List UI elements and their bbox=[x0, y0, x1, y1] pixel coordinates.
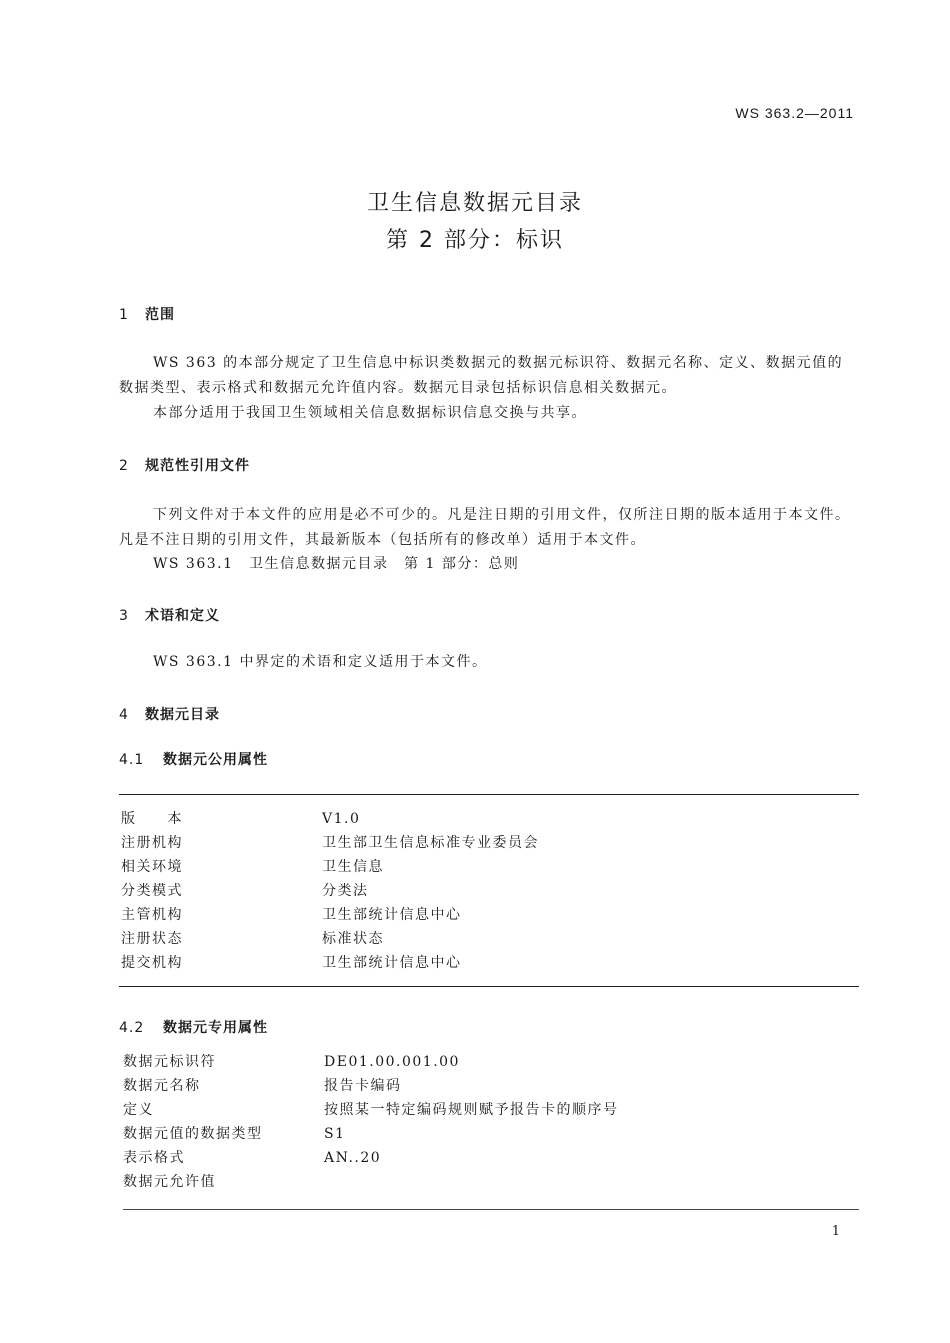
table-row bbox=[123, 1050, 859, 1074]
document-title: 卫生信息数据元目录 bbox=[366, 191, 583, 216]
section-1-paragraph-2: 本部分适用于我国卫生领域相关信息数据标识信息交换与共享。 bbox=[153, 405, 587, 421]
section-1-paragraph-1: WS 363 的本部分规定了卫生信息中标识类数据元的数据元标识符、数据元名称、定义、数据元值的数据类型、表示格式和数据元允许值内容。数据元目录包括标识信息相关数据元。 bbox=[119, 355, 844, 396]
section-3-paragraph-1: WS 363.1 中界定的术语和定义适用于本文件。 bbox=[153, 654, 488, 670]
section-title: 数据元公用属性 bbox=[163, 752, 268, 768]
table-row bbox=[121, 903, 859, 927]
section-number: 2 bbox=[119, 458, 129, 474]
section-4-heading bbox=[119, 704, 220, 724]
page-number: 1 bbox=[831, 1224, 840, 1239]
specific-attributes-table bbox=[123, 1050, 859, 1198]
section-number: 4.1 bbox=[119, 752, 145, 768]
attribute-key: 版 本 bbox=[121, 811, 183, 827]
table-row bbox=[123, 1170, 859, 1194]
section-4-2-heading bbox=[119, 1017, 268, 1037]
table-row bbox=[123, 1098, 859, 1122]
table-row bbox=[121, 879, 859, 903]
section-title: 范围 bbox=[145, 307, 175, 323]
section-number: 4.2 bbox=[119, 1020, 145, 1036]
attribute-key: 数据元允许值 bbox=[123, 1174, 216, 1190]
section-title: 数据元专用属性 bbox=[163, 1020, 268, 1036]
attribute-value: S1 bbox=[324, 1126, 346, 1142]
attribute-value: DE01.00.001.00 bbox=[324, 1054, 460, 1070]
table-row bbox=[121, 831, 859, 855]
document-subtitle: 第 2 部分：标识 bbox=[386, 228, 564, 253]
attribute-value: 卫生部统计信息中心 bbox=[322, 955, 462, 971]
section-number: 1 bbox=[119, 307, 129, 323]
table-row bbox=[123, 1122, 859, 1146]
section-2-reference: WS 363.1 卫生信息数据元目录 第 1 部分：总则 bbox=[153, 556, 520, 572]
table-row bbox=[123, 1146, 859, 1170]
table-row bbox=[121, 927, 859, 951]
section-number: 3 bbox=[119, 608, 129, 624]
attribute-value: 报告卡编码 bbox=[324, 1078, 402, 1094]
section-title: 术语和定义 bbox=[145, 608, 220, 624]
attribute-value: 按照某一特定编码规则赋予报告卡的顺序号 bbox=[324, 1102, 619, 1118]
attribute-key: 数据元名称 bbox=[123, 1078, 201, 1094]
section-4-1-heading bbox=[119, 749, 268, 769]
section-1-heading bbox=[119, 304, 175, 324]
table-row bbox=[121, 855, 859, 879]
section-number: 4 bbox=[119, 707, 129, 723]
table-row bbox=[121, 951, 859, 975]
attribute-key: 定义 bbox=[123, 1102, 154, 1118]
attribute-key: 数据元标识符 bbox=[123, 1054, 216, 1070]
section-2-paragraph-1: 下列文件对于本文件的应用是必不可少的。凡是注日期的引用文件，仅所注日期的版本适用于本文件。凡是不注日期的引用文件，其最新版本（包括所有的修改单）适用于本文件。 bbox=[119, 507, 851, 548]
attribute-key: 分类模式 bbox=[121, 883, 183, 899]
attribute-value: 分类法 bbox=[322, 883, 369, 899]
standard-number: WS 363.2—2011 bbox=[735, 105, 854, 121]
section-title: 规范性引用文件 bbox=[145, 458, 250, 474]
attribute-value: 卫生部统计信息中心 bbox=[322, 907, 462, 923]
table-row bbox=[123, 1074, 859, 1098]
common-attributes-table bbox=[121, 807, 859, 977]
table-bottom-rule bbox=[119, 986, 859, 987]
section-end-rule bbox=[123, 1209, 859, 1210]
table-top-rule bbox=[119, 794, 859, 795]
attribute-key: 数据元值的数据类型 bbox=[123, 1126, 263, 1142]
attribute-key: 注册状态 bbox=[121, 931, 183, 947]
attribute-value: AN..20 bbox=[324, 1150, 382, 1166]
table-row bbox=[121, 807, 859, 831]
attribute-value: 卫生部卫生信息标准专业委员会 bbox=[322, 835, 539, 851]
attribute-key: 注册机构 bbox=[121, 835, 183, 851]
attribute-key: 提交机构 bbox=[121, 955, 183, 971]
section-title: 数据元目录 bbox=[145, 707, 220, 723]
attribute-value: 标准状态 bbox=[322, 931, 384, 947]
section-3-heading bbox=[119, 605, 220, 625]
section-2-heading bbox=[119, 455, 250, 475]
attribute-key: 相关环境 bbox=[121, 859, 183, 875]
attribute-key: 主管机构 bbox=[121, 907, 183, 923]
attribute-value: 卫生信息 bbox=[322, 859, 384, 875]
attribute-key: 表示格式 bbox=[123, 1150, 185, 1166]
attribute-value: V1.0 bbox=[322, 811, 361, 827]
